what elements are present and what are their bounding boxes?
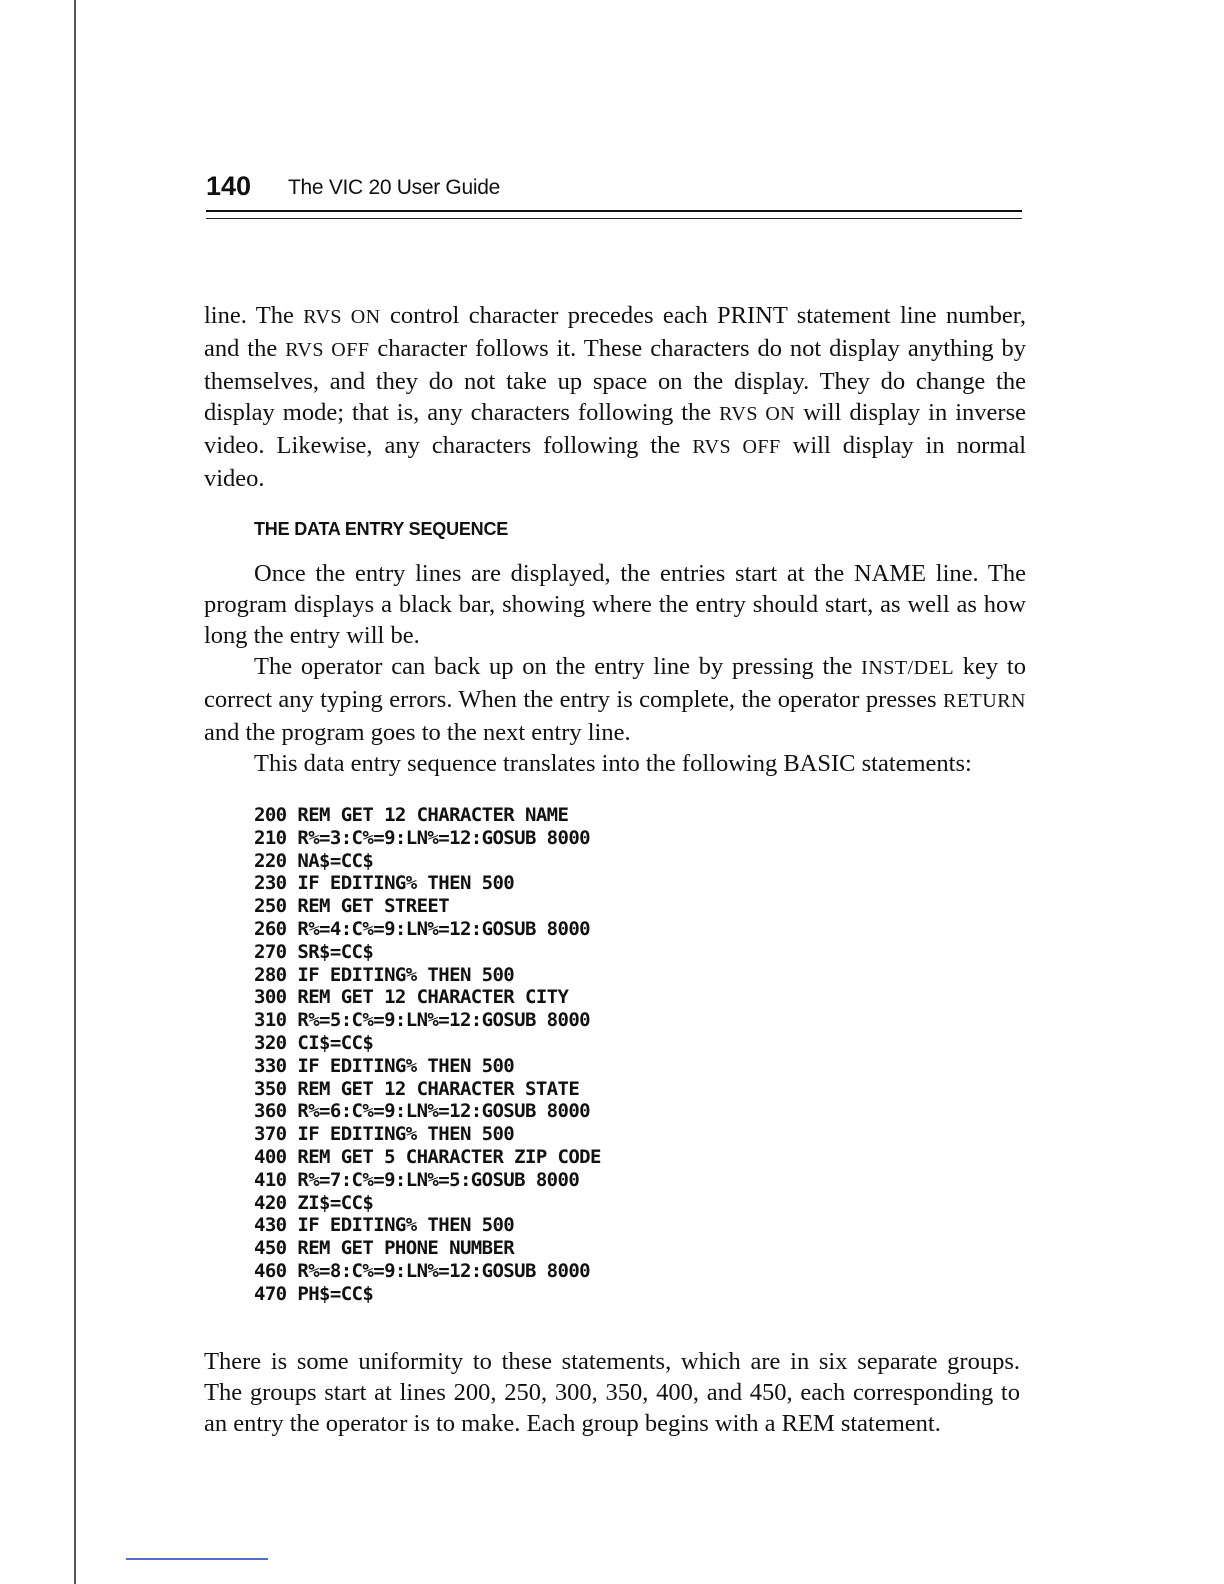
bottom-edge-mark (126, 1558, 268, 1560)
basic-code-listing (254, 804, 601, 1306)
running-title: The VIC 20 User Guide (288, 176, 500, 199)
text-run: will display in inverse video. Likewise, any characters following the (204, 399, 1026, 459)
code-line: 420 ZI$=CC$ (254, 1191, 374, 1214)
code-line: 430 IF EDITING% THEN 500 (254, 1214, 515, 1237)
code-line: 320 CI$=CC$ (254, 1031, 374, 1054)
key-name-rvs-off: RVS OFF (692, 436, 781, 458)
code-line: 250 REM GET STREET (254, 895, 450, 918)
header-rule-thick (206, 210, 1022, 212)
code-line: 280 IF EDITING% THEN 500 (254, 963, 515, 986)
code-line: 310 R%=5:C%=9:LN%=12:GOSUB 8000 (254, 1009, 591, 1032)
gutter-line (74, 0, 76, 1584)
text-run: key to correct any typing errors. When the entry is complete, the operator presses (204, 653, 1026, 713)
header-rule-thin (206, 218, 1022, 219)
paragraph-5: There is some uniformity to these statements, which are in six separate groups. The groups start at lines 200, 250, 300, 350, 400, and 450, each corresponding to an entry the operator is to make. Each group begins with a REM statement. (204, 1348, 1020, 1437)
text-run: will display in normal video. (204, 432, 1026, 492)
code-line: 460 R%=8:C%=9:LN%=12:GOSUB 8000 (254, 1259, 591, 1282)
key-name-rvs-off: RVS OFF (285, 339, 370, 361)
code-line: 270 SR$=CC$ (254, 940, 374, 963)
text-run: line. The (204, 302, 304, 329)
code-line: 220 NA$=CC$ (254, 849, 374, 872)
text-run: The operator can back up on the entry line by pressing the (254, 653, 862, 680)
section-heading: THE DATA ENTRY SEQUENCE (254, 519, 509, 539)
paragraph-1 (204, 300, 1026, 494)
paragraph-3 (204, 651, 1026, 748)
code-line: 360 R%=6:C%=9:LN%=12:GOSUB 8000 (254, 1100, 591, 1123)
key-name-return: RETURN (943, 690, 1026, 712)
code-line: 260 R%=4:C%=9:LN%=12:GOSUB 8000 (254, 917, 591, 940)
code-line: 410 R%=7:C%=9:LN%=5:GOSUB 8000 (254, 1168, 580, 1191)
paragraph-4: This data entry sequence translates into the following BASIC statements: (254, 750, 972, 777)
page-number: 140 (206, 171, 252, 201)
page-header (206, 168, 1022, 208)
key-name-rvs-on: RVS ON (303, 306, 381, 328)
code-line: 330 IF EDITING% THEN 500 (254, 1054, 515, 1077)
code-line: 230 IF EDITING% THEN 500 (254, 872, 515, 895)
code-line: 470 PH$=CC$ (254, 1282, 374, 1305)
code-line: 370 IF EDITING% THEN 500 (254, 1123, 515, 1146)
paragraph-2: Once the entry lines are displayed, the entries start at the NAME line. The program displays a black bar, showing where the entry should start, as well as how long the entry will be. (204, 560, 1026, 649)
key-name-rvs-on: RVS ON (719, 403, 796, 425)
paragraph-rvs-controls (204, 300, 1026, 494)
paragraph-uniformity (204, 1346, 1020, 1439)
code-line: 210 R%=3:C%=9:LN%=12:GOSUB 8000 (254, 826, 591, 849)
text-run: character follows it. These characters do not display anything by themselves, and they do not take up space on the display. They do change the display mode; that is, any characters following the (204, 335, 1027, 426)
code-line: 300 REM GET 12 CHARACTER CITY (254, 986, 569, 1009)
text-run: control character precedes each PRINT statement line number, and the (204, 302, 1027, 362)
code-line: 450 REM GET PHONE NUMBER (254, 1237, 515, 1260)
text-run: and the program goes to the next entry line. (204, 719, 631, 746)
code-line: 350 REM GET 12 CHARACTER STATE (254, 1077, 580, 1100)
code-line: 400 REM GET 5 CHARACTER ZIP CODE (254, 1145, 601, 1168)
paragraphs-data-entry (204, 558, 1026, 779)
code-line: 200 REM GET 12 CHARACTER NAME (254, 804, 569, 826)
key-name-inst-del: INST/DEL (861, 657, 955, 679)
